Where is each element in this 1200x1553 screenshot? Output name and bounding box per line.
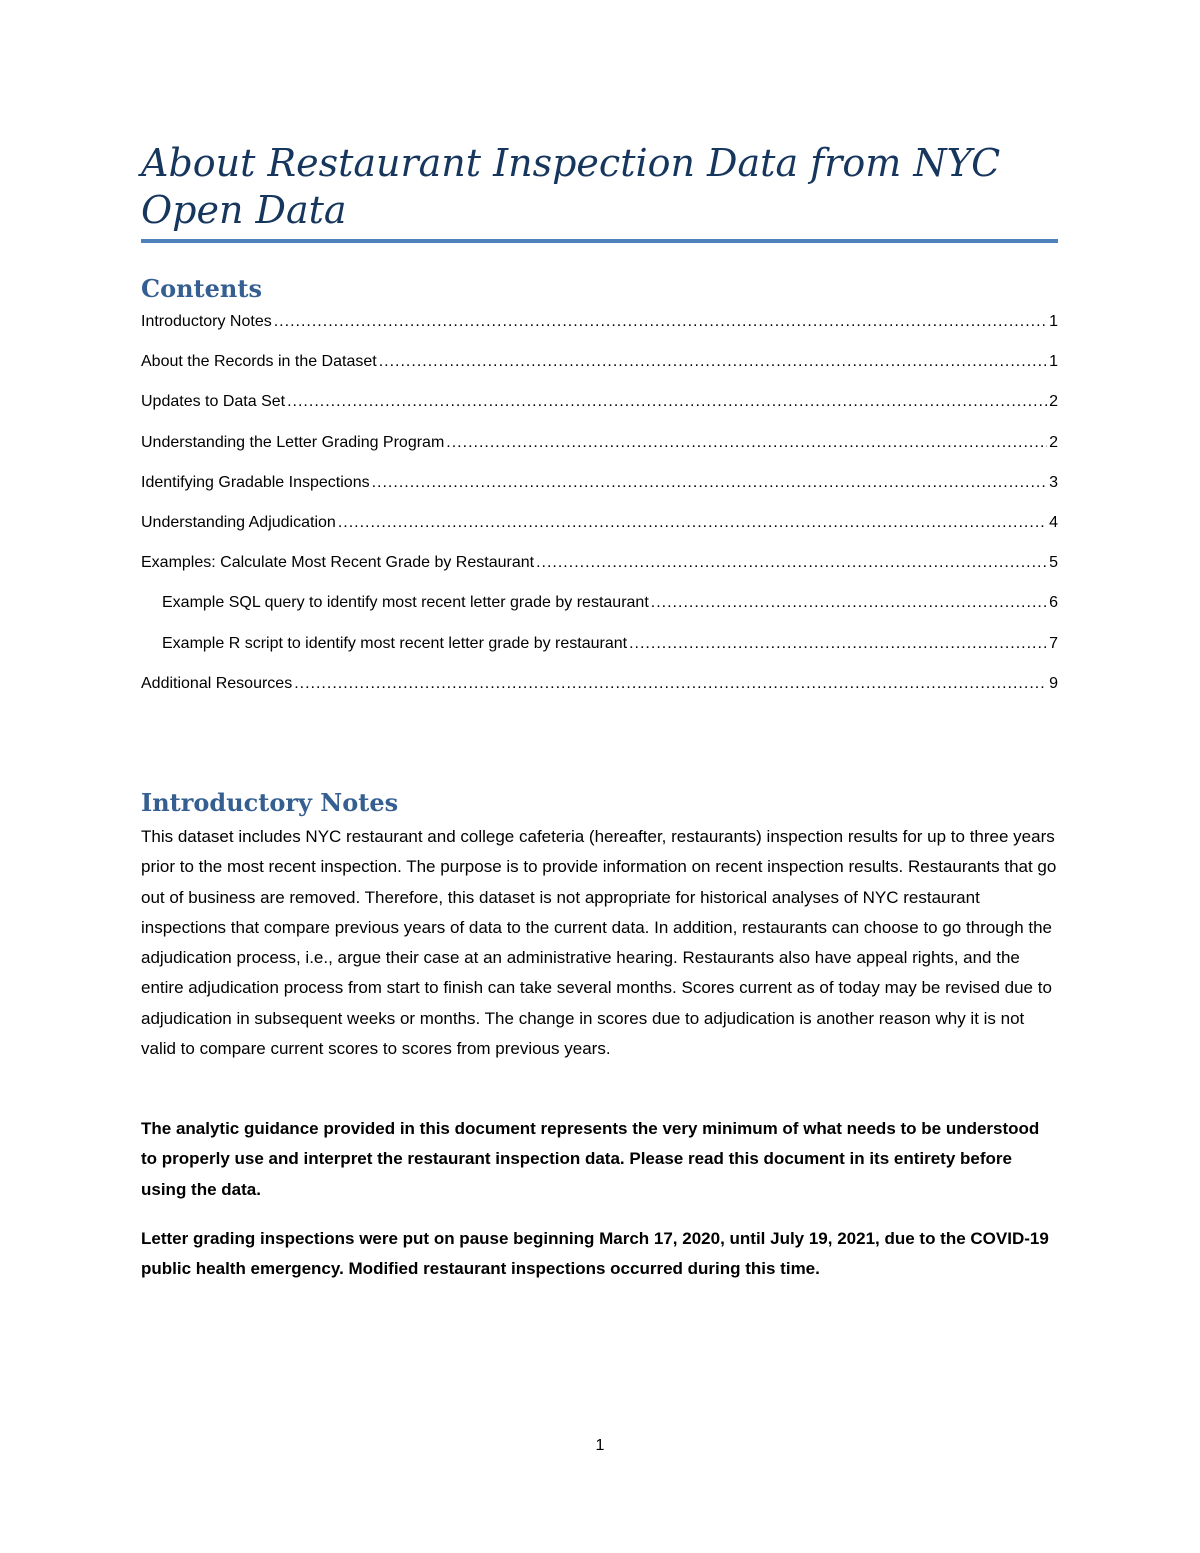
toc-leader-dots <box>338 509 1047 537</box>
toc-entry-example-sql-query[interactable] <box>141 589 1058 629</box>
toc-leader-dots <box>379 348 1047 376</box>
intro-paragraph: This dataset includes NYC restaurant and college cafeteria (hereafter, restaurants) inspection results for up to three years prior to the most recent inspection. The purpose is to provide information on recent inspection results. Restaurants that go out of business are removed. Therefore, this dataset is not appropriate for historical analyses of NYC restaurant inspections that compare previous years of data to the current data. In addition, restaurants can choose to go through the adjudication process, i.e., argue their case at an administrative hearing. Restaurants also have appeal rights, and the entire adjudication process from start to finish can take several months. Scores current as of today may be revised due to adjudication in subsequent weeks or months. The change in scores due to adjudication is another reason why it is not valid to compare current scores to scores from previous years. <box>141 827 1057 1059</box>
toc-entry-updates-to-data-set[interactable] <box>141 388 1058 428</box>
toc-entry-label: Understanding Adjudication <box>141 513 336 531</box>
toc-leader-dots <box>651 589 1047 617</box>
toc-entry-page: 1 <box>1049 313 1058 330</box>
toc-heading: Contents <box>141 274 262 303</box>
toc-entry-additional-resources[interactable] <box>141 670 1058 710</box>
toc-entry-page: 3 <box>1049 473 1058 491</box>
page-number: 1 <box>595 1437 605 1454</box>
toc-entry-label: Introductory Notes <box>141 313 272 330</box>
toc-entry-label: Example SQL query to identify most recent letter grade by restaurant <box>162 594 649 612</box>
toc-entry-page: 1 <box>1049 353 1058 371</box>
toc-entry-label: Updates to Data Set <box>141 393 286 411</box>
toc-entry-gradable-inspections[interactable] <box>141 469 1058 509</box>
toc-leader-dots <box>536 549 1047 577</box>
toc-entry-page: 2 <box>1049 393 1058 411</box>
title-underline-rule <box>141 239 1058 243</box>
toc-leader-dots <box>372 469 1048 497</box>
toc-entry-page: 4 <box>1049 513 1058 531</box>
toc-entry-page: 9 <box>1049 674 1058 692</box>
toc-entry-label: Examples: Calculate Most Recent Grade by Restaurant <box>141 554 535 572</box>
toc-leader-dots <box>629 630 1047 658</box>
toc-entry-label: Additional Resources <box>141 674 293 692</box>
covid-pause-paragraph: Letter grading inspections were put on pause beginning March 17, 2020, until July 19, 2021, due to the COVID-19 public health emergency. Modified restaurant inspections occurred during this time. <box>141 1229 1049 1279</box>
toc-leader-dots <box>294 670 1047 698</box>
toc-entry-introductory-notes[interactable] <box>141 308 1058 348</box>
toc-entry-page: 2 <box>1049 433 1058 451</box>
toc-entry-label: About the Records in the Dataset <box>141 353 377 371</box>
toc-entry-about-the-records[interactable] <box>141 348 1058 388</box>
toc-leader-dots <box>446 429 1047 457</box>
table-of-contents <box>141 308 1058 710</box>
toc-entry-letter-grading-program[interactable] <box>141 429 1058 469</box>
analytic-guidance-paragraph: The analytic guidance provided in this document represents the very minimum of what needs to be understood to properly use and interpret the restaurant inspection data. Please read this document in its entirety before using the data. <box>141 1119 1040 1199</box>
toc-entry-understanding-adjudication[interactable] <box>141 509 1058 549</box>
toc-leader-dots <box>274 308 1047 336</box>
introductory-notes-heading: Introductory Notes <box>141 788 399 817</box>
toc-entry-page: 6 <box>1049 594 1058 612</box>
toc-leader-dots <box>287 388 1047 416</box>
toc-entry-label: Example R script to identify most recent letter grade by restaurant <box>162 634 628 652</box>
toc-entry-examples[interactable] <box>141 549 1058 589</box>
toc-entry-label: Identifying Gradable Inspections <box>141 473 370 491</box>
toc-entry-label: Understanding the Letter Grading Program <box>141 433 445 451</box>
toc-entry-page: 5 <box>1049 554 1058 572</box>
toc-entry-page: 7 <box>1049 634 1058 652</box>
document-title: About Restaurant Inspection Data from NYC Open Data <box>141 141 1001 232</box>
toc-entry-example-r-script[interactable] <box>141 630 1058 670</box>
